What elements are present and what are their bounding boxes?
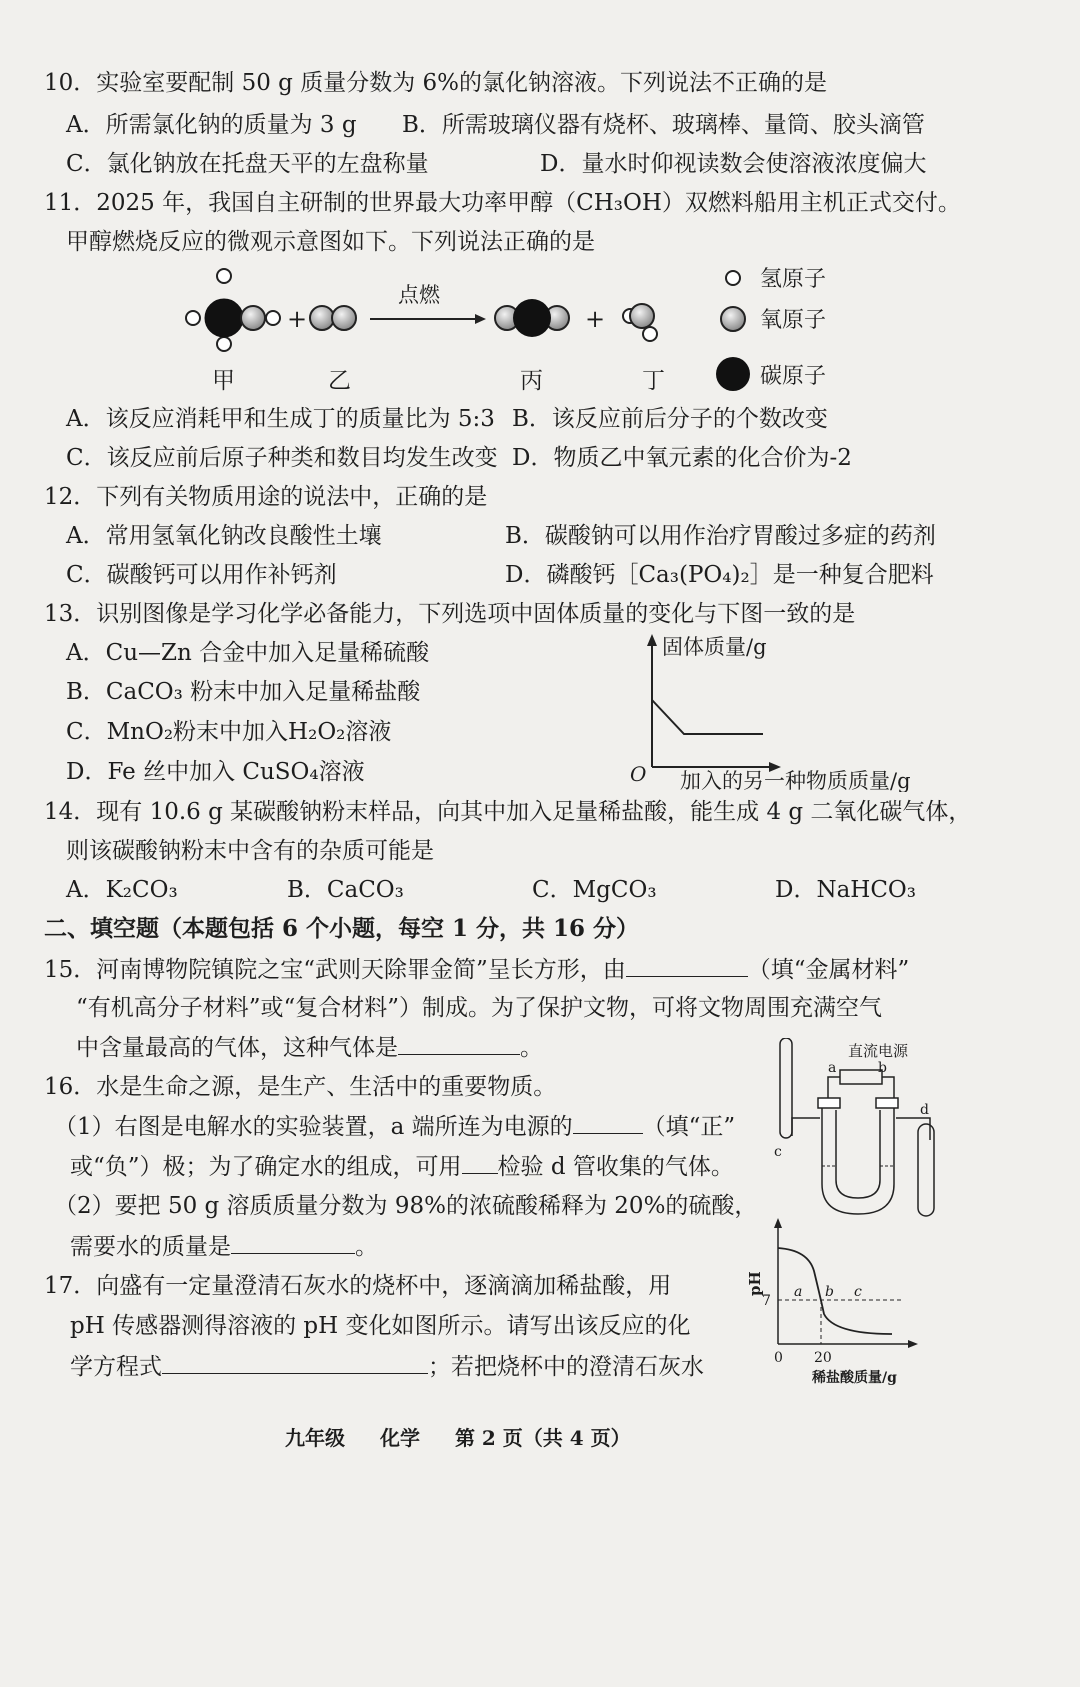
- label-c: c: [774, 1144, 782, 1160]
- label-d: d: [920, 1102, 929, 1118]
- q14-option-d: D．NaHCO₃: [775, 877, 917, 903]
- solid-mass-graph: [628, 632, 918, 792]
- reaction-condition: 点燃: [398, 283, 440, 307]
- point-c: c: [854, 1284, 862, 1300]
- ph-tick-0: 0: [774, 1350, 783, 1366]
- label-yi: 乙: [328, 368, 351, 394]
- q12-option-b: B．碳酸钠可以用作治疗胃酸过多症的药剂: [505, 523, 936, 549]
- q16-text-1d: 检验 d 管收集的气体。: [497, 1154, 734, 1180]
- footer-page: 第 2 页（共 4 页）: [454, 1426, 631, 1450]
- q13-option-a: A．Cu—Zn 合金中加入足量稀硫酸: [66, 640, 430, 666]
- ph-graph: [742, 1216, 932, 1386]
- graph-origin: O: [630, 762, 647, 786]
- q16-part2-line2: [70, 1231, 378, 1262]
- q16-part1-line1: [54, 1111, 735, 1142]
- q10-stem: 10．实验室要配制 50 g 质量分数为 6%的氯化钠溶液。下列说法不正确的是: [44, 70, 827, 96]
- plus-sign-1: +: [287, 305, 308, 333]
- ph-x-label: 稀盐酸质量/g: [812, 1370, 897, 1386]
- q11-stem-2: 甲醇燃烧反应的微观示意图如下。下列说法正确的是: [66, 229, 595, 255]
- q16-text-2c: 。: [355, 1234, 378, 1260]
- q13-option-d: D．Fe 丝中加入 CuSO₄溶液: [66, 759, 365, 785]
- power-supply: [840, 1070, 882, 1084]
- q17-text-3b: ；若把烧杯中的澄清石灰水: [428, 1354, 704, 1380]
- terminal-a: a: [828, 1060, 837, 1076]
- molecule-yi: [310, 306, 356, 330]
- q15-text-1a: 15．河南博物院镇院之宝“武则天除罪金简”呈长方形，由: [44, 957, 626, 983]
- graph-y-label: 固体质量/g: [662, 635, 767, 659]
- q12-option-c: C．碳酸钙可以用作补钙剂: [66, 562, 337, 588]
- q11-option-b: B．该反应前后分子的个数改变: [512, 406, 828, 432]
- q14-stem-2: 则该碳酸钠粉末中含有的杂质可能是: [66, 838, 434, 864]
- q15-line-1: [44, 954, 909, 985]
- legend-hydrogen: 氢原子: [760, 267, 827, 292]
- tube-c: [780, 1038, 792, 1138]
- q15-text-3b: 。: [520, 1035, 543, 1061]
- q15-blank-2[interactable]: [398, 1032, 520, 1055]
- molecule-ding: [623, 304, 657, 341]
- q11-option-c: C．该反应前后原子种类和数目均发生改变: [66, 445, 498, 471]
- footer-subject: 化学: [379, 1426, 420, 1450]
- q17-text-3a: 学方程式: [70, 1354, 162, 1380]
- q13-option-c: C．MnO₂粉末中加入H₂O₂溶液: [66, 719, 392, 745]
- mass-curve: [652, 700, 763, 734]
- q11-stem-1: 11．2025 年，我国自主研制的世界最大功率甲醇（CH₃OH）双燃料船用主机正式交付。: [44, 190, 961, 216]
- ph-tick-20: 20: [814, 1350, 832, 1366]
- legend-hydrogen-swatch: [726, 271, 740, 285]
- point-a: a: [794, 1284, 803, 1300]
- q10-option-b: B．所需玻璃仪器有烧杯、玻璃棒、量筒、胶头滴管: [402, 112, 925, 138]
- q15-blank-1[interactable]: [626, 954, 748, 977]
- page-footer: [285, 1422, 659, 1451]
- q16-text-1a: （1）右图是电解水的实验装置，a 端所连为电源的: [54, 1114, 573, 1140]
- legend-oxygen-swatch: [721, 307, 745, 331]
- ph-tick-7: 7: [762, 1293, 771, 1309]
- legend: [716, 267, 826, 391]
- label-jia: 甲: [212, 368, 235, 394]
- methanol-combustion-diagram: [180, 256, 860, 406]
- molecule-jia: [186, 269, 280, 351]
- legend-carbon-swatch: [716, 357, 750, 391]
- label-ding: 丁: [642, 368, 665, 394]
- stopper-right: [876, 1098, 898, 1108]
- graph-x-label: 加入的另一种物质质量/g: [680, 769, 911, 792]
- u-tube-inner: [836, 1110, 880, 1198]
- y-axis-arrow: [647, 634, 657, 646]
- q10-option-a: A．所需氯化钠的质量为 3 g: [66, 112, 357, 138]
- q17-line-2: pH 传感器测得溶液的 pH 变化如图所示。请写出该反应的化: [70, 1313, 691, 1339]
- molecule-bing: [495, 299, 569, 337]
- q16-text-1b: （填“正”: [642, 1114, 736, 1140]
- q10-option-d: D．量水时仰视读数会使溶液浓度偏大: [540, 151, 927, 177]
- stopper-left: [818, 1098, 840, 1108]
- point-b: b: [825, 1284, 834, 1300]
- legend-oxygen: 氧原子: [760, 308, 827, 333]
- q16-blank-1[interactable]: [573, 1111, 643, 1134]
- q16-part1-line2: [70, 1151, 734, 1182]
- q16-blank-3[interactable]: [231, 1231, 355, 1254]
- q11-option-a: A．该反应消耗甲和生成丁的质量比为 5:3: [66, 406, 495, 432]
- q16-part2-line1: （2）要把 50 g 溶质质量分数为 98%的浓硫酸稀释为 20%的硫酸，: [54, 1193, 758, 1219]
- q15-text-1b: （填“金属材料”: [747, 957, 910, 983]
- section-2-heading: 二、填空题（本题包括 6 个小题，每空 1 分，共 16 分）: [44, 915, 640, 942]
- q16-text-1c: 或“负”）极；为了确定水的组成，可用: [70, 1154, 462, 1180]
- q13-stem: 13．识别图像是学习化学必备能力，下列选项中固体质量的变化与下图一致的是: [44, 601, 856, 627]
- q14-option-b: B．CaCO₃: [287, 877, 404, 903]
- q11-option-d: D．物质乙中氧元素的化合价为-2: [512, 445, 852, 471]
- arrow-head: [475, 314, 486, 324]
- q14-stem-1: 14．现有 10.6 g 某碳酸钠粉末样品，向其中加入足量稀盐酸，能生成 4 g 二氧化碳气体，: [44, 799, 972, 825]
- power-supply-label: 直流电源: [848, 1042, 909, 1060]
- q16-stem: 16．水是生命之源，是生产、生活中的重要物质。: [44, 1074, 557, 1100]
- legend-carbon: 碳原子: [760, 364, 827, 389]
- plus-sign-2: +: [585, 305, 606, 333]
- q15-line-3: [76, 1032, 543, 1063]
- q12-option-a: A．常用氢氧化钠改良酸性土壤: [66, 523, 382, 549]
- q15-text-3a: 中含量最高的气体，这种气体是: [76, 1035, 398, 1061]
- q17-line-3: [70, 1351, 704, 1382]
- q17-line-1: 17．向盛有一定量澄清石灰水的烧杯中，逐滴滴加稀盐酸，用: [44, 1273, 672, 1299]
- terminal-b: b: [878, 1060, 887, 1076]
- electrolysis-apparatus: [770, 1038, 942, 1218]
- q16-blank-2[interactable]: [462, 1151, 498, 1174]
- q16-text-2b: 需要水的质量是: [70, 1234, 231, 1260]
- q15-line-2: “有机高分子材料”或“复合材料”）制成。为了保护文物，可将文物周围充满空气: [76, 995, 883, 1021]
- q12-stem: 12．下列有关物质用途的说法中，正确的是: [44, 484, 488, 510]
- tube-d: [918, 1124, 934, 1216]
- q13-option-b: B．CaCO₃ 粉末中加入足量稀盐酸: [66, 679, 421, 705]
- q17-blank-1[interactable]: [162, 1351, 428, 1374]
- q14-option-c: C．MgCO₃: [532, 877, 657, 903]
- footer-grade: 九年级: [285, 1426, 345, 1450]
- label-bing: 丙: [520, 368, 543, 394]
- q14-option-a: A．K₂CO₃: [66, 877, 178, 903]
- q12-option-d: D．磷酸钙［Ca₃(PO₄)₂］是一种复合肥料: [505, 562, 934, 588]
- q10-option-c: C．氯化钠放在托盘天平的左盘称量: [66, 151, 429, 177]
- ph-y-label: pH: [746, 1271, 764, 1296]
